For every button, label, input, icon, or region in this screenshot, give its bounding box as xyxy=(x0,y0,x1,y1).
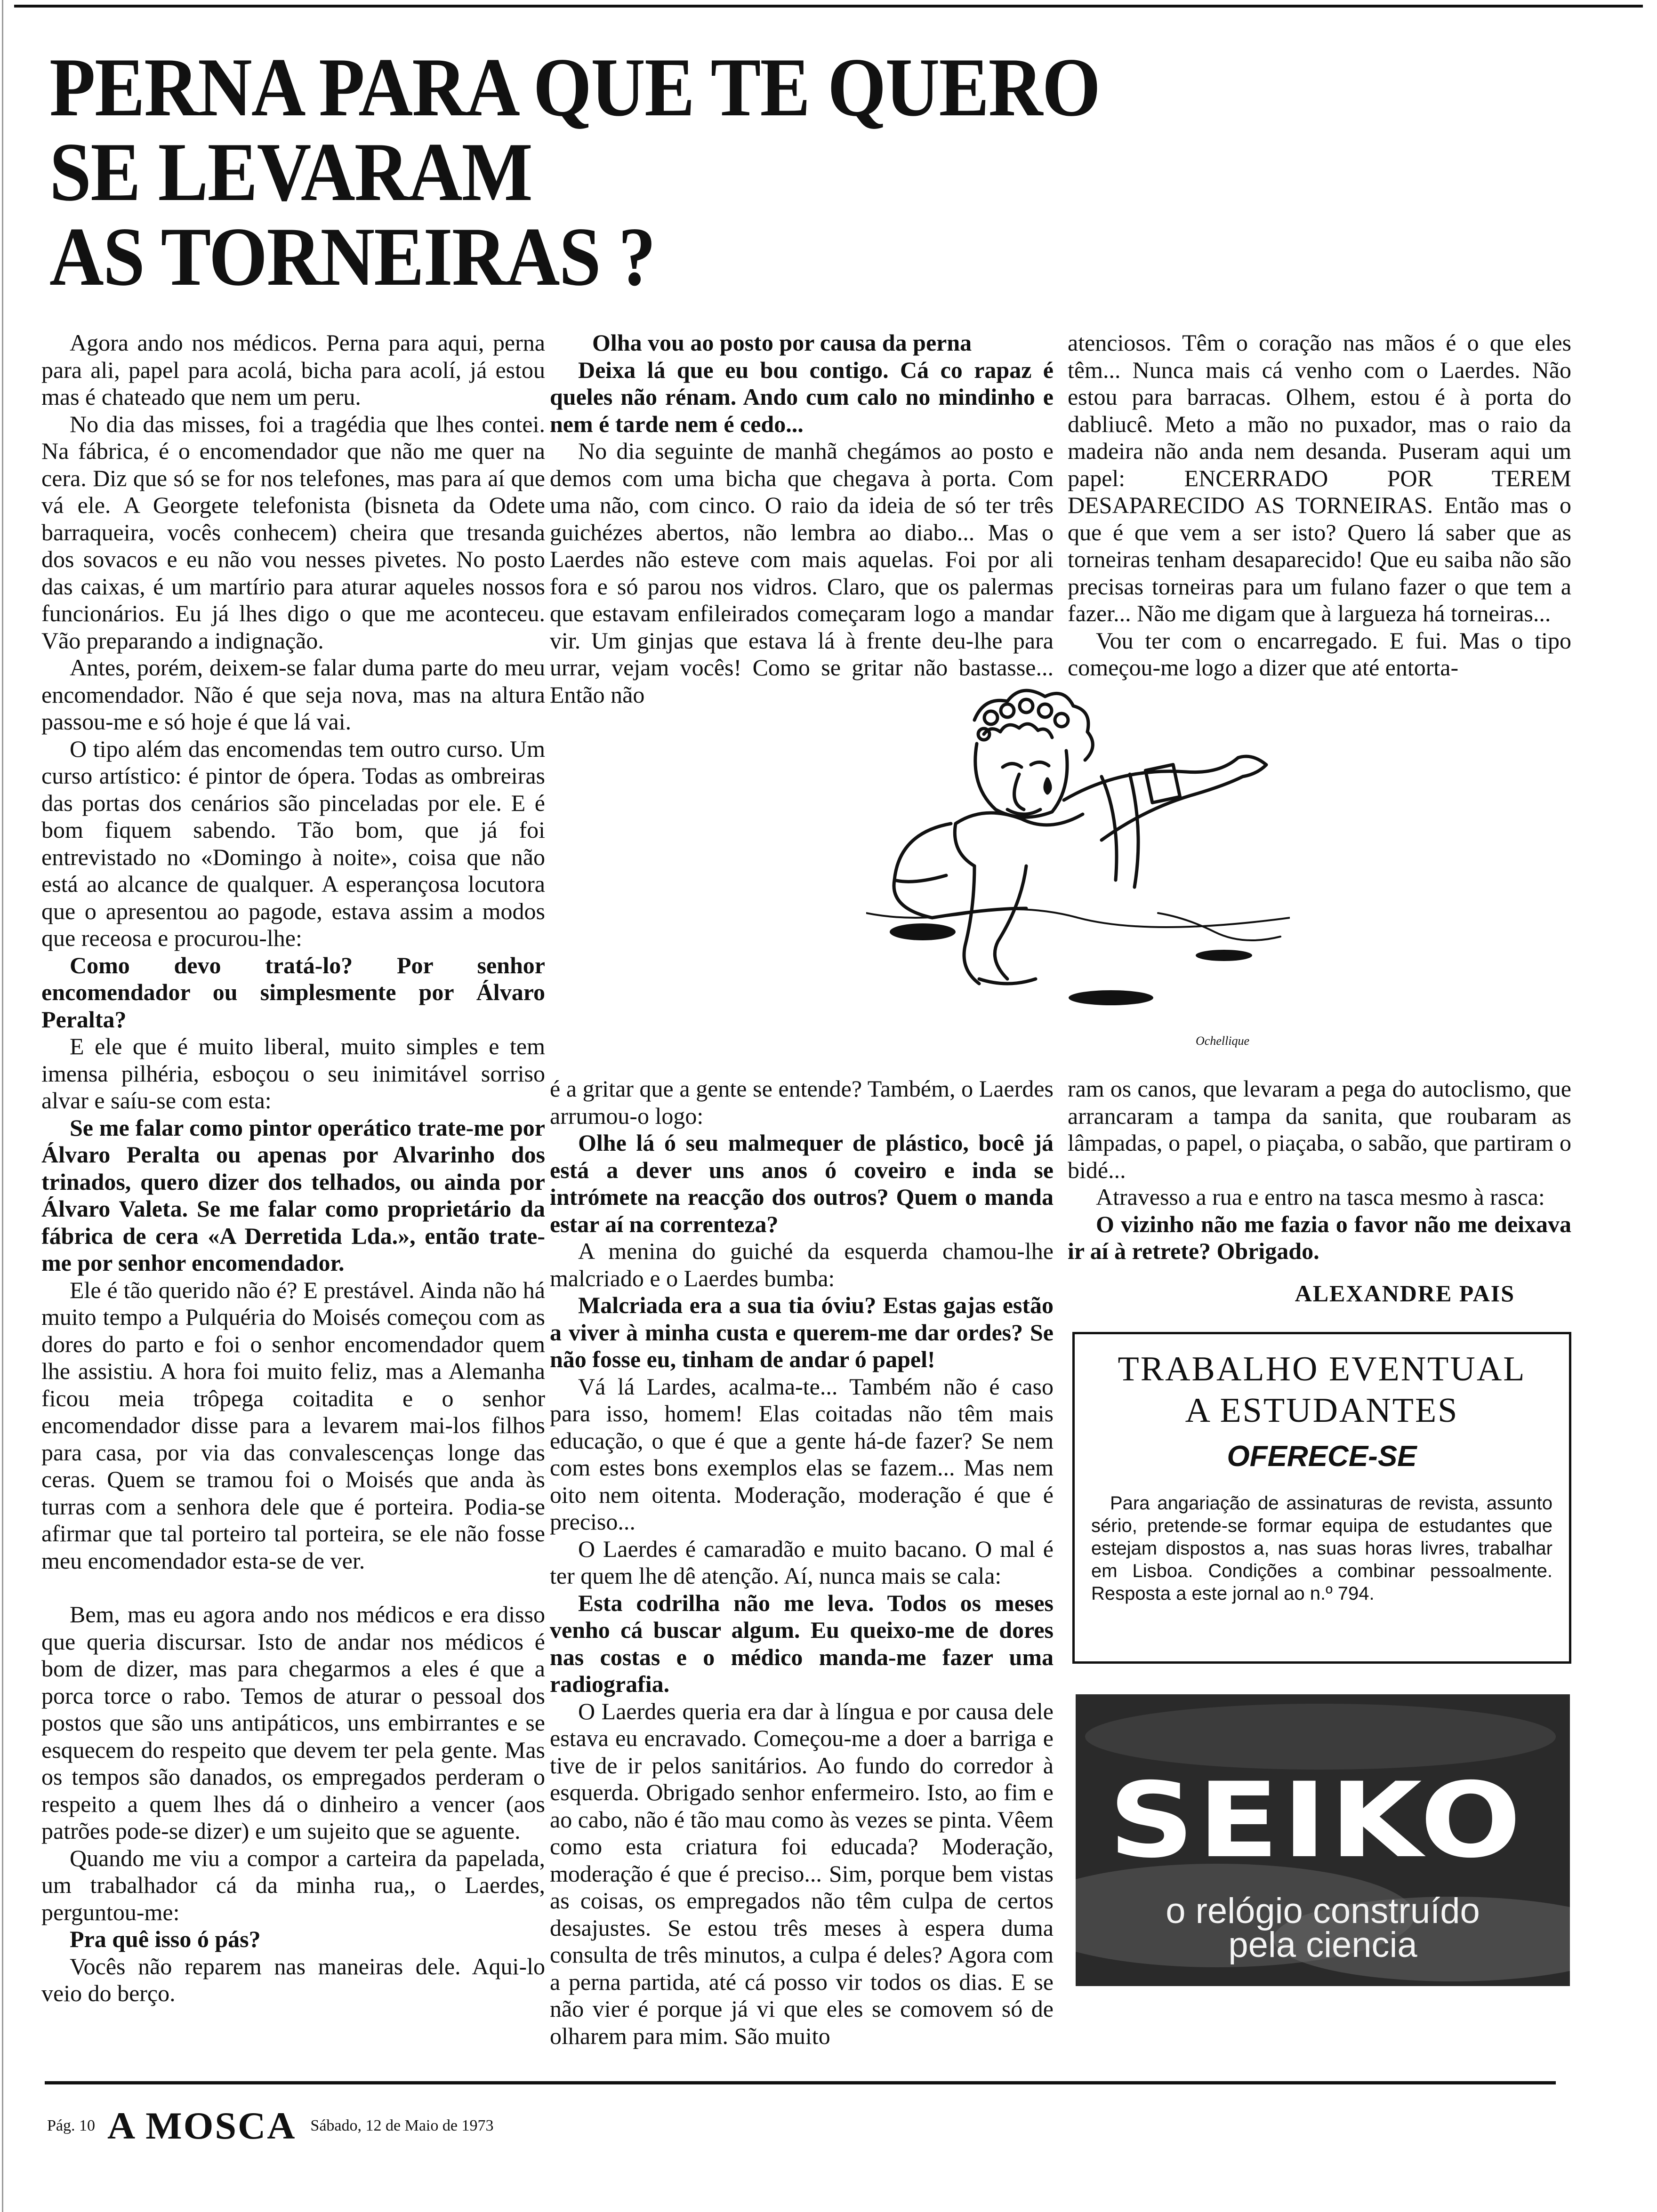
paragraph: Como devo tratá-lo? Por senhor encomendador ou simplesmente por Álvaro Peralta? xyxy=(41,952,545,1033)
paragraph: Se me falar como pintor operático trate-me por Álvaro Peralta ou apenas por Alvarinho dos trinados, quero dizer dos telhados, ou ainda por Álvaro Valeta. Se me falar como proprietário da fábrica de cera «A Derretida Lda.», então trate-me por senhor encomendador. xyxy=(41,1114,545,1276)
paragraph: ram os canos, que levaram a pega do autoclismo, que arrancaram a tampa da sanita, que roubaram as lâmpadas, o papel, o piaçaba, o sabão, que partiram o bidé... xyxy=(1068,1075,1571,1183)
paragraph: Malcriada era a sua tia óviu? Estas gajas estão a viver à minha custa e querem-me dar ordes? Se não fosse eu, tinham de andar ó papel! xyxy=(550,1292,1054,1372)
paragraph: O Laerdes é camaradão e muito bacano. O mal é ter quem lhe dê atenção. Aí, nunca mais se cala: xyxy=(550,1535,1054,1589)
paragraph: O vizinho não me fazia o favor não me deixava ir aí à retrete? Obrigado. xyxy=(1068,1210,1571,1264)
article-headline xyxy=(49,40,1100,303)
seiko-advertisement xyxy=(1076,1694,1570,1986)
paragraph: Vá lá Lardes, acalma-te... Também não é caso para isso, homem! Elas coitadas não têm mais educação, o que é que a gente há-de fazer? Se nem com estes bons exemplos elas se fazem... Mas nem oito nem oitenta. Moderação, moderação é que é preciso... xyxy=(550,1373,1054,1535)
paragraph: Esta codrilha não me leva. Todos os meses venho cá buscar algum. Eu queixo-me de dores nas costas e o médico manda-me fazer uma radiografia. xyxy=(550,1589,1054,1697)
paragraph: Vou ter com o encarregado. E fui. Mas o tipo começou-me logo a dizer que até entorta- xyxy=(1068,627,1571,681)
headline-line-3: AS TORNEIRAS ? xyxy=(49,210,655,303)
paragraph: Vocês não reparem nas maneiras dele. Aqui-lo veio do berço. xyxy=(41,1953,545,2006)
cartoon-artist-signature: Ochellique xyxy=(1196,1034,1250,1048)
paragraph: Olhe lá ó seu malmequer de plástico, bocê já está a dever uns anos ó coveiro e inda se intrómete na reacção dos outros? Quem o manda estar aí na correnteza? xyxy=(550,1130,1054,1237)
issue-date: Sábado, 12 de Maio de 1973 xyxy=(310,2117,494,2134)
job-ad-title-line-2: A ESTUDANTES xyxy=(1185,1391,1459,1430)
page-footer xyxy=(47,2104,494,2147)
seiko-tagline-line-1: o relógio construído xyxy=(1166,1891,1480,1931)
masthead: A MOSCA xyxy=(107,2104,297,2147)
job-ad-title-line-1: TRABALHO EVENTUAL xyxy=(1118,1350,1526,1388)
seiko-tagline-line-2: pela ciencia xyxy=(1228,1925,1417,1965)
headline-line-2: SE LEVARAM xyxy=(49,125,532,218)
paragraph: A menina do guiché da esquerda chamou-lhe malcriado e o Laerdes bumba: xyxy=(550,1238,1054,1291)
paragraph: Deixa lá que eu bou contigo. Cá co rapaz é queles não rénam. Ando cum calo no mindinho e nem é tarde nem é cedo... xyxy=(550,356,1054,437)
paragraph: Quando me viu a compor a carteira da papelada, um trabalhador cá da minha rua,, o Laerdes, perguntou-me: xyxy=(41,1844,545,1925)
article-column-3 xyxy=(1068,329,1571,681)
paragraph: Atravesso a rua e entro na tasca mesmo à rasca: xyxy=(1096,1184,1545,1210)
paragraph: E ele que é muito liberal, muito simples e tem imensa pilhéria, esboçou o seu inimitável sorriso alvar e saíu-se com esta: xyxy=(41,1033,545,1114)
cartoon-illustration xyxy=(866,668,1290,1064)
paragraph: No dia das misses, foi a tragédia que lhes contei. Na fábrica, é o encomendador que não me quer na cera. Diz que só se for nos telefones, mas para aí que vá ele. A Georgete telefonista (bisneta da Odete barraqueira, vocês conhecem) cheira que tresanda dos sovacos e eu não vou nesses pivetes. No posto das caixas, é um martírio para aturar aqueles nossos funcionários. Eu já lhes digo o que me aconteceu. Vão preparando a indignação. xyxy=(41,410,545,654)
footer-rule xyxy=(45,2081,1556,2084)
job-ad-subtitle: OFERECE-SE xyxy=(1227,1440,1417,1473)
job-ad-box xyxy=(1072,1332,1571,1664)
page-edge-left xyxy=(2,0,3,2212)
article-column-1 xyxy=(41,329,545,2007)
seiko-tagline xyxy=(1076,1891,1570,1965)
article-column-2 xyxy=(550,329,1054,708)
article-column-2-lower xyxy=(550,1075,1054,2050)
headline-line-1: PERNA PARA QUE TE QUERO xyxy=(49,40,1100,134)
paragraph: No dia seguinte de manhã chegámos ao posto e demos com uma bicha que chegava à porta. Com uma não, com cinco. O raio da ideia de só ter três guichézes abertos, não lembra ao diabo... Mas o Laerdes não esteve com mais aquelas. Foi por ali fora e só parou nos vidros. Claro, que os palermas que estavam enfileirados começaram logo a mandar vir. Um ginjas que estava lá à frente deu-lhe para urrar, vejam vocês! Como se gritar não bastasse... Então não xyxy=(550,438,1054,708)
paragraph: O tipo além das encomendas tem outro curso. Um curso artístico: é pintor de ópera. Todas as ombreiras das portas dos cenários são pinceladas por ele. E é bom fiquem sabendo. Tão bom, que já foi entrevistado no «Domingo à noite», coisa que não está ao alcance de qualquer. A esperançosa locutora que o apresentou ao pagode, estava assim a modos que receosa e procurou-lhe: xyxy=(41,735,545,951)
author-signature: ALEXANDRE PAIS xyxy=(1295,1280,1515,1306)
top-rule xyxy=(14,5,1643,8)
paragraph: é a gritar que a gente se entende? Também, o Laerdes arrumou-o logo: xyxy=(550,1075,1054,1129)
paragraph: Agora ando nos médicos. Perna para aqui, perna para ali, papel para acolá, bicha para acolí, já estou mas é chateado que nem um peru. xyxy=(41,329,545,410)
paragraph: Pra quê isso ó pás? xyxy=(70,1926,261,1952)
paragraph: O Laerdes queria era dar à língua e por causa dele estava eu encravado. Começou-me a doer a barriga e tive de ir pelos sanitários. Ao fundo do corredor à esquerda. Obrigado senhor enfermeiro. Isto, ao fim e ao cabo, não é tão mau como às vezes se pinta. Vêem como esta criatura foi educada? Moderação, moderação é que é preciso... Sim, porque bem vistas as coisas, os empregados não têm culpa de certos desajustes. Se estou três meses à espera duma consulta de três minutos, a culpa é deles? Agora com a perna partida, até cá posso vir todos os dias. E se não vier é porque já vi que eles se comovem só de olharem para mim. São muito xyxy=(550,1698,1054,2049)
article-column-3-lower xyxy=(1068,1075,1571,1265)
seiko-logo: SEIKO xyxy=(1109,1760,1525,1881)
paragraph: Olha vou ao posto por causa da perna xyxy=(592,329,972,356)
signature-block xyxy=(1068,1271,1571,1307)
paragraph: Bem, mas eu agora ando nos médicos e era disso que queria discursar. Isto de andar nos médicos é bom de dizer, mas para chegarmos a eles é que a porca torce o rabo. Temos de aturar o pessoal dos postos que são uns antipáticos, uns embirrantes e se esquecem do respeito que devem ter pela gente. Mas os tempos são danados, os empregados perderam o respeito a quem lhes dá o dinheiro a vencer (aos patrões pode-se dizer) e um sujeito que se aguente. xyxy=(41,1601,545,1844)
job-ad-body: Para angariação de assinaturas de revista, assunto sério, pretende-se formar equipa de estudantes que estejam dispostos a, nas suas horas livres, trabalhar em Lisboa. Condições a combinar pessoalmente. Resposta a este jornal ao n.º 794. xyxy=(1091,1493,1552,1604)
paragraph: Antes, porém, deixem-se falar duma parte do meu encomendador. Não é que seja nova, mas na altura passou-me e só hoje é que lá vai. xyxy=(41,654,545,735)
paragraph: Ele é tão querido não é? E prestável. Ainda não há muito tempo a Pulquéria do Moisés começou com as dores do parto e foi o senhor encomendador quem lhe assistiu. A hora foi muito feliz, mas a Alemanha ficou meia trôpega coitadita e o senhor encomendador disse para a levarem mai-los filhos para casa, por via das convalescenças longe das ceras. Quem se tramou foi o Moisés que anda às turras com a senhora dele que é porteira. Podia-se afirmar que tal porteiro tal porteira, se ele não fosse meu encomendador esta-se de ver. xyxy=(41,1276,545,1574)
job-ad-title xyxy=(1091,1348,1552,1431)
page-number: Pág. 10 xyxy=(47,2117,95,2134)
paragraph: atenciosos. Têm o coração nas mãos é o que eles têm... Nunca mais cá venho com o Laerdes. Não estou para barracas. Olhem, estou é à porta do dabliucê. Meto a mão no puxador, mas o raio da madeira não anda nem desanda. Puseram aqui um papel: ENCERRADO POR TEREM DESAPARECIDO AS TORNEIRAS. Então mas o que é que vem a ser isto? Quero lá saber que as torneiras tenham desaparecido! Que eu saiba não são precisas torneiras para um fulano fazer o que tem a fazer... Não me digam que à largueza há torneiras... xyxy=(1068,329,1571,626)
